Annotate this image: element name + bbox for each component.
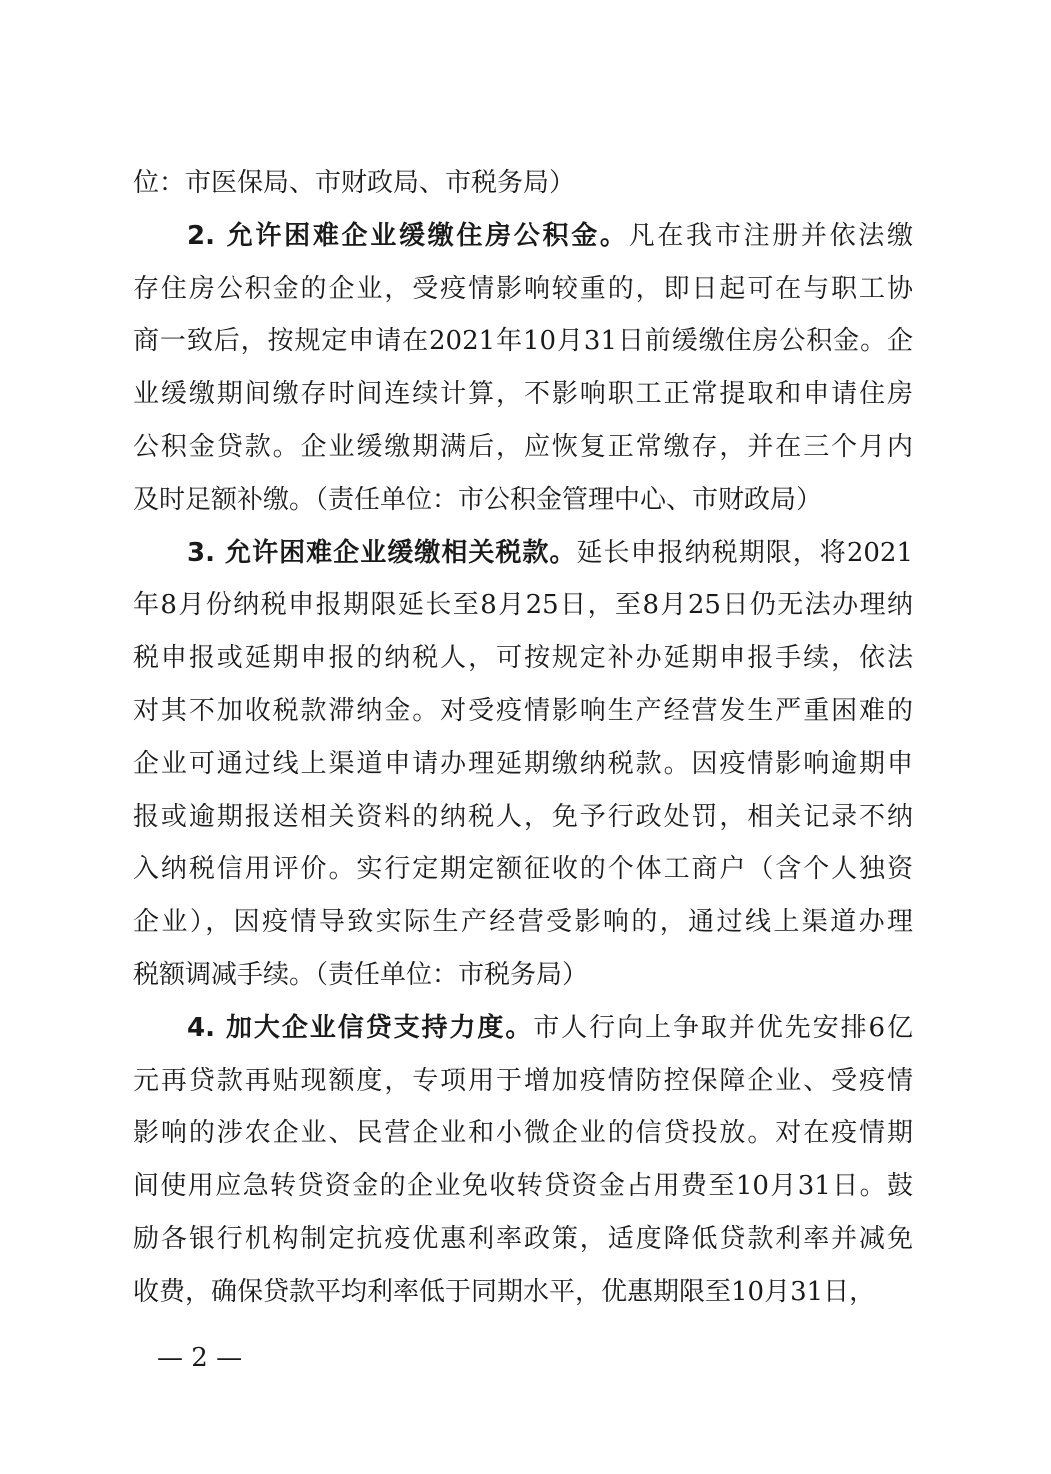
section-heading-line: 3. 允许困难企业缓缴相关税款。延长申报纳税期限，将2021 <box>187 537 914 568</box>
text-line: 企业），因疫情导致实际生产经营受影响的，通过线上渠道办理 <box>133 907 913 938</box>
text-line: 公积金贷款。企业缓缴期满后，应恢复正常缴存，并在三个月内 <box>133 431 913 462</box>
text-line: 税额调减手续。（责任单位：市税务局） <box>133 959 589 990</box>
section-heading: 2. 允许困难企业缓缴住房公积金。 <box>187 220 629 251</box>
text-line: 入纳税信用评价。实行定期定额征收的个体工商户（含个人独资 <box>133 854 913 885</box>
section-heading-line: 4. 加大企业信贷支持力度。市人行向上争取并优先安排6亿 <box>187 1012 913 1043</box>
text-line: 位：市医保局、市财政局、市税务局） <box>133 168 576 198</box>
text-line: 影响的涉农企业、民营企业和小微企业的信贷投放。对在疫情期 <box>133 1118 913 1149</box>
text-line: 间使用应急转贷资金的企业免收转贷资金占用费至10月31日。鼓 <box>133 1171 913 1202</box>
text-line: 存住房公积金的企业，受疫情影响较重的，即日起可在与职工协 <box>133 273 913 304</box>
section-heading-line: 2. 允许困难企业缓缴住房公积金。凡在我市注册并依法缴 <box>187 220 913 251</box>
text-line: 企业可通过线上渠道申请办理延期缴纳税款。因疫情影响逾期申 <box>133 748 913 779</box>
section-heading: 3. 允许困难企业缓缴相关税款。 <box>187 537 577 568</box>
text-line: 税申报或延期申报的纳税人，可按规定补办延期申报手续，依法 <box>133 643 913 674</box>
text-line: 元再贷款再贴现额度，专项用于增加疫情防控保障企业、受疫情 <box>133 1065 913 1096</box>
text-line: 励各银行机构制定抗疫优惠利率政策，适度降低贷款利率并减免 <box>133 1223 913 1254</box>
text-line: 商一致后，按规定申请在2021年10月31日前缓缴住房公积金。企 <box>133 326 913 357</box>
document-body <box>133 157 913 1319</box>
text-line: 年8月份纳税申报期限延长至8月25日，至8月25日仍无法办理纳 <box>133 590 913 621</box>
section-heading: 4. 加大企业信贷支持力度。 <box>187 1012 534 1043</box>
text-line: 业缓缴期间缴存时间连续计算，不影响职工正常提取和申请住房 <box>133 379 913 410</box>
text-line: 及时足额补缴。（责任单位：市公积金管理中心、市财政局） <box>133 484 823 515</box>
text-line: 收费，确保贷款平均利率低于同期水平，优惠期限至10月31日， <box>133 1276 876 1307</box>
text-line: 对其不加收税款滞纳金。对受疫情影响生产经营发生严重困难的 <box>133 695 913 726</box>
page-number: — 2 — <box>157 1343 243 1373</box>
text-line: 报或逾期报送相关资料的纳税人，免予行政处罚，相关记录不纳 <box>133 801 913 832</box>
